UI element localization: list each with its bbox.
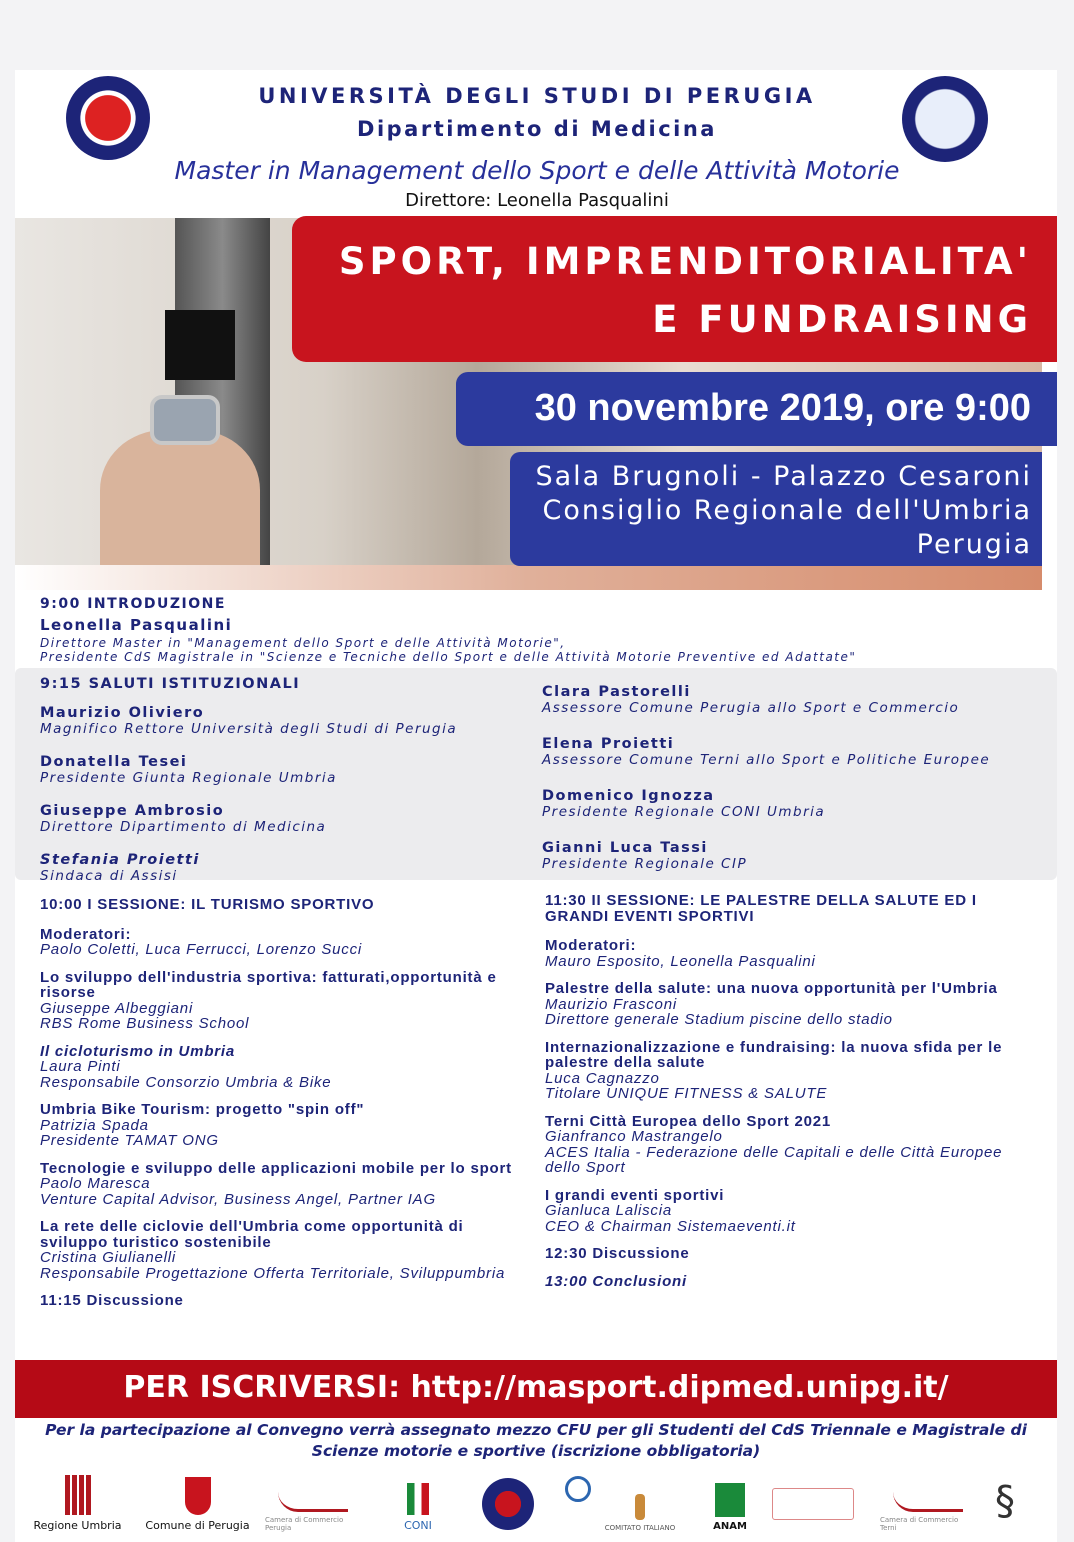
saluti-person	[542, 788, 990, 820]
agenda-item-title: Terni Città Europea dello Sport 2021	[545, 1112, 832, 1130]
agenda-item-title: 13:00 Conclusioni	[545, 1272, 687, 1290]
event-date: 30 novembre 2019, ore 9:00	[456, 372, 1057, 446]
saluti-person	[40, 852, 535, 884]
agenda-item-title: Umbria Bike Tourism: progetto "spin off"	[40, 1101, 365, 1118]
intro-role2: Presidente CdS Magistrale in "Scienze e Tecniche dello Sport e delle Attività Motorie Preventive ed Adattate"	[40, 650, 857, 664]
anam-logo	[695, 1470, 765, 1532]
agenda-item-title: Moderatori:	[545, 937, 637, 954]
agenda-item	[40, 970, 535, 1032]
agenda-item-line: Responsabile Progettazione Offerta Territoriale, Sviluppumbria	[40, 1264, 506, 1282]
agenda-item-title: Il cicloturismo in Umbria	[40, 1042, 236, 1060]
hand-image	[100, 430, 260, 580]
saluti-person	[542, 684, 990, 716]
agenda-item-title: La rete delle ciclovie dell'Umbria come opportunità di sviluppo turistico sostenibile	[40, 1218, 464, 1251]
person-role: Presidente Regionale CIP	[542, 856, 748, 872]
department-name: Dipartimento di Medicina	[357, 117, 717, 141]
camera-commercio-terni-logo	[880, 1470, 975, 1532]
agenda-item	[40, 1102, 535, 1149]
agenda-item	[40, 1293, 535, 1309]
comune-terni-dragon-logo: §	[995, 1478, 1015, 1524]
person-role: Assessore Comune Perugia allo Sport e Commercio	[542, 700, 960, 716]
agenda-item	[40, 1044, 535, 1091]
session2	[545, 893, 1040, 1301]
logo-label: Regione Umbria	[33, 1519, 122, 1532]
saluti-person	[40, 754, 535, 786]
agenda-item-line: Laura Pinti	[40, 1058, 121, 1075]
person-role: Presidente Giunta Regionale Umbria	[40, 770, 337, 786]
intro-name: Leonella Pasqualini	[40, 616, 233, 634]
cus-perugia-logo	[482, 1478, 534, 1530]
agenda-item-line: Presidente TAMAT ONG	[40, 1132, 219, 1149]
agenda-item-title: Palestre della salute: una nuova opportunità per l'Umbria	[545, 980, 998, 997]
person-role: Assessore Comune Terni allo Sport e Politiche Europee	[542, 752, 991, 768]
agenda-item	[40, 927, 535, 958]
agenda-item-line: Gianluca Laliscia	[545, 1202, 672, 1219]
saluti-person	[542, 736, 990, 768]
agenda-item	[40, 1219, 535, 1281]
event-title-line2: E FUNDRAISING	[652, 298, 1032, 341]
agenda-item-line: Direttore generale Stadium piscine dello stadio	[545, 1011, 893, 1028]
agenda-item-line: Titolare UNIQUE FITNESS & SALUTE	[545, 1085, 828, 1102]
camera-commercio-perugia-logo	[265, 1470, 360, 1532]
agenda-item-title: Internazionalizzazione e fundraising: la nuova sfida per le palestre della salute	[545, 1038, 1003, 1071]
agenda-item-line: RBS Rome Business School	[40, 1015, 250, 1032]
track-image	[15, 565, 1042, 590]
intro-role1: Direttore Master in "Management dello Sport e delle Attività Motorie",	[40, 636, 566, 650]
agenda-item-line: Giuseppe Albeggiani	[40, 999, 194, 1017]
session-heading: 10:00 I SESSIONE: IL TURISMO SPORTIVO	[40, 896, 375, 913]
event-title-line1: SPORT, IMPRENDITORIALITA'	[338, 240, 1032, 283]
intro-section	[40, 597, 856, 664]
session-heading: 11:30 II SESSIONE: LE PALESTRE DELLA SALUTE ED I GRANDI EVENTI SPORTIVI	[545, 892, 977, 925]
saluti-right	[542, 684, 990, 892]
university-name: UNIVERSITÀ DEGLI STUDI DI PERUGIA	[258, 84, 816, 108]
person-role: Magnifico Rettore Università degli Studi di Perugia	[40, 721, 458, 737]
agenda-item	[545, 1040, 1040, 1102]
agenda-item	[545, 981, 1040, 1028]
person-name: Donatella Tesei	[40, 754, 188, 770]
agenda-item-title: Moderatori:	[40, 925, 132, 943]
agenda-item-title: Lo sviluppo dell'industria sportiva: fatturati,opportunità e risorse	[40, 968, 497, 1001]
agenda-item	[545, 1188, 1040, 1235]
agenda-item-line: Maurizio Frasconi	[545, 995, 677, 1013]
session1	[40, 897, 535, 1321]
logo-label: Comune di Perugia	[145, 1519, 250, 1532]
regione-umbria-logo	[30, 1470, 125, 1532]
agenda-item-line: Responsabile Consorzio Umbria & Bike	[40, 1073, 332, 1091]
agenda-item-title: Tecnologie e sviluppo delle applicazioni mobile per lo sport	[40, 1159, 512, 1177]
agenda-item	[545, 1246, 1040, 1262]
logo-label: ANAM	[713, 1521, 747, 1532]
agenda-item-line: Gianfranco Mastrangelo	[545, 1128, 723, 1145]
agenda-item-line: CEO & Chairman Sistemaeventi.it	[545, 1217, 796, 1235]
agenda-item-line: Paolo Maresca	[40, 1175, 151, 1192]
event-title-box	[292, 216, 1057, 362]
cfu-note: Per la partecipazione al Convegno verrà assegnato mezzo CFU per gli Studenti del CdS Triennale e Magistrale di Scienze motorie e sportive (iscrizione obbligatoria)	[45, 1421, 1027, 1460]
person-name: Clara Pastorelli	[542, 684, 691, 700]
registration-link[interactable]: PER ISCRIVERSI: http://masport.dipmed.unipg.it/	[15, 1360, 1057, 1418]
logo-label: COMITATO ITALIANO	[604, 1524, 676, 1532]
intro-heading: 9:00 INTRODUZIONE	[40, 596, 226, 612]
logo-label: CONI	[404, 1519, 432, 1532]
agenda-item	[545, 1274, 1040, 1290]
logo-label: Camera di Commercio Perugia	[265, 1516, 344, 1532]
agenda-item-line: Luca Cagnazzo	[545, 1069, 660, 1087]
location-line3: Perugia	[916, 529, 1032, 560]
agenda-item	[545, 1114, 1040, 1176]
person-role: Direttore Dipartimento di Medicina	[40, 819, 327, 835]
agenda-item-title: 12:30 Discussione	[545, 1245, 690, 1262]
agenda-item-line: Patrizia Spada	[40, 1116, 149, 1134]
person-role: Sindaca di Assisi	[40, 868, 178, 884]
agenda-item	[40, 1161, 535, 1208]
person-name: Domenico Ignozza	[542, 788, 715, 804]
saluti-heading: 9:15 SALUTI ISTITUZIONALI	[40, 676, 301, 692]
agenda-item-line: ACES Italia - Federazione delle Capitali e delle Città Europee dello Sport	[545, 1143, 1003, 1176]
agenda-item-line: Venture Capital Advisor, Business Angel, Partner IAG	[40, 1190, 436, 1208]
location-line1: Sala Brugnoli - Palazzo Cesaroni	[535, 461, 1032, 492]
saluti-person	[40, 705, 535, 737]
person-name: Stefania Proietti	[40, 852, 200, 868]
person-name: Elena Proietti	[542, 736, 675, 752]
event-location	[510, 452, 1042, 566]
person-name: Maurizio Oliviero	[40, 705, 205, 721]
coni-logo	[378, 1470, 458, 1532]
agenda-item	[545, 938, 1040, 969]
cusams-logo	[772, 1488, 854, 1520]
comitato-italiano-logo	[600, 1470, 680, 1532]
agenda-item-line: Mauro Esposito, Leonella Pasqualini	[545, 952, 816, 970]
director: Direttore: Leonella Pasqualini	[405, 190, 669, 211]
person-name: Giuseppe Ambrosio	[40, 803, 225, 819]
person-name: Gianni Luca Tassi	[542, 840, 708, 856]
cuff-image	[165, 310, 235, 380]
saluti-person	[542, 840, 990, 872]
paralympic-logo	[565, 1476, 591, 1502]
logo-label: Camera di Commercio Terni	[880, 1516, 959, 1532]
comune-perugia-logo	[145, 1470, 250, 1532]
agenda-item-title: I grandi eventi sportivi	[545, 1186, 725, 1204]
master-title: Master in Management dello Sport e delle Attività Motorie	[174, 156, 900, 185]
saluti-left	[40, 705, 535, 901]
agenda-item-line: Cristina Giulianelli	[40, 1249, 177, 1266]
saluti-person	[40, 803, 535, 835]
watch-image	[150, 395, 220, 445]
location-line2: Consiglio Regionale dell'Umbria	[542, 495, 1032, 526]
person-role: Presidente Regionale CONI Umbria	[542, 804, 826, 820]
agenda-item-line: Paolo Coletti, Luca Ferrucci, Lorenzo Succi	[40, 941, 363, 958]
agenda-item-title: 11:15 Discussione	[40, 1292, 184, 1309]
